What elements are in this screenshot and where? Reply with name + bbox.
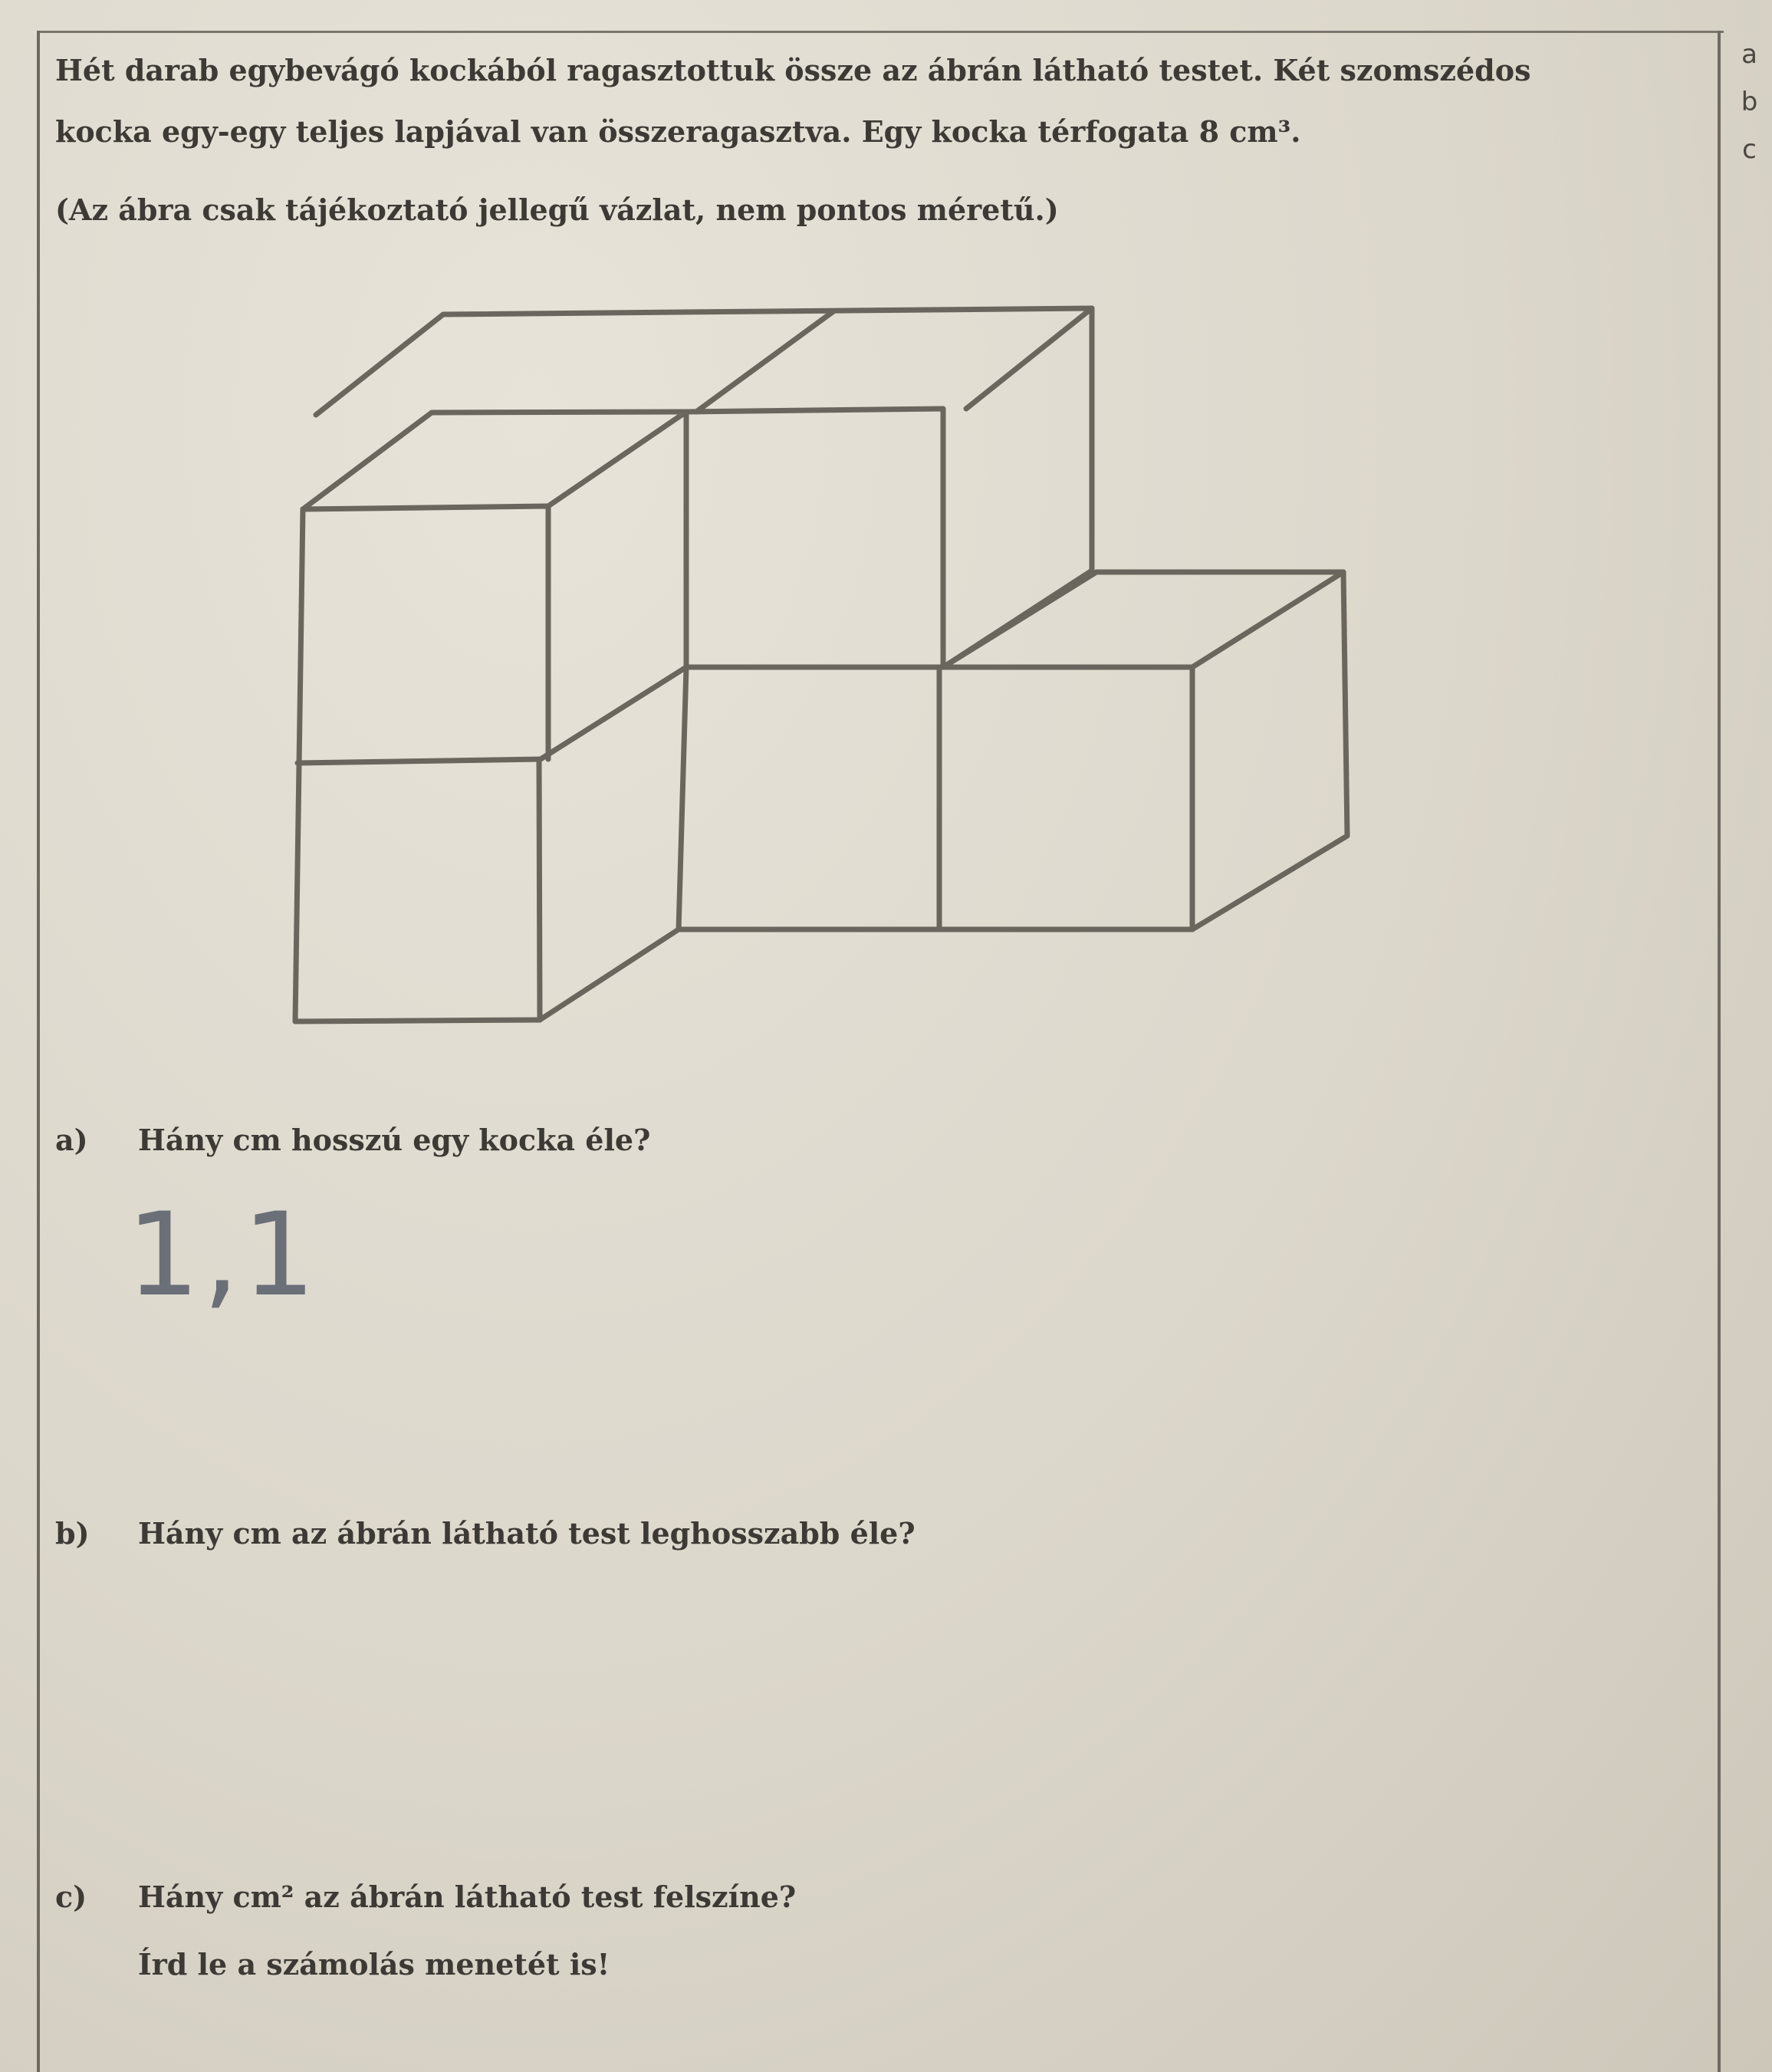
question-b bbox=[55, 1509, 916, 1558]
cube-edge bbox=[295, 509, 540, 1021]
cube-edge bbox=[1192, 572, 1347, 929]
cube-edge bbox=[316, 308, 1092, 415]
score-label-b: b bbox=[1741, 87, 1758, 117]
question-a bbox=[55, 1116, 650, 1165]
cube-edge bbox=[943, 308, 1092, 667]
intro-line-2: kocka egy-egy teljes lapjával van összeragasztva. Egy kocka térfogata 8 cm³. bbox=[55, 114, 1301, 149]
cube-edge bbox=[540, 929, 1192, 1020]
intro-line-1: Hét darab egybevágó kockából ragasztottuk össze az ábrán látható testet. Két szomszédos bbox=[55, 53, 1531, 87]
cube-edge bbox=[298, 759, 541, 763]
figure-note: (Az ábra csak tájékoztató jellegű vázlat, nem pontos méretű.) bbox=[55, 192, 1059, 227]
calculation-instruction: Írd le a számolás menetét is! bbox=[138, 1947, 610, 1982]
question-a-label: a) bbox=[55, 1123, 88, 1157]
score-label-a: a bbox=[1741, 39, 1757, 70]
cube-edge bbox=[539, 759, 540, 1020]
question-b-label: b) bbox=[55, 1516, 90, 1551]
cube-edge bbox=[686, 409, 943, 667]
score-label-c: c bbox=[1742, 134, 1757, 165]
question-b-text: Hány cm az ábrán látható test leghosszabb éle? bbox=[138, 1516, 916, 1551]
question-c-label: c) bbox=[55, 1880, 87, 1914]
question-c-text: Hány cm² az ábrán látható test felszíne? bbox=[138, 1880, 797, 1914]
cube-edge bbox=[303, 506, 548, 759]
question-a-text: Hány cm hosszú egy kocka éle? bbox=[138, 1123, 651, 1157]
cube-edge bbox=[303, 412, 686, 509]
cube-edge bbox=[696, 311, 833, 412]
cube-edge bbox=[541, 667, 686, 759]
cube-edge bbox=[679, 667, 686, 929]
cube-edge bbox=[943, 572, 1343, 667]
question-c bbox=[55, 1873, 796, 1922]
handwritten-answer-a: 1,1 bbox=[127, 1189, 319, 1322]
